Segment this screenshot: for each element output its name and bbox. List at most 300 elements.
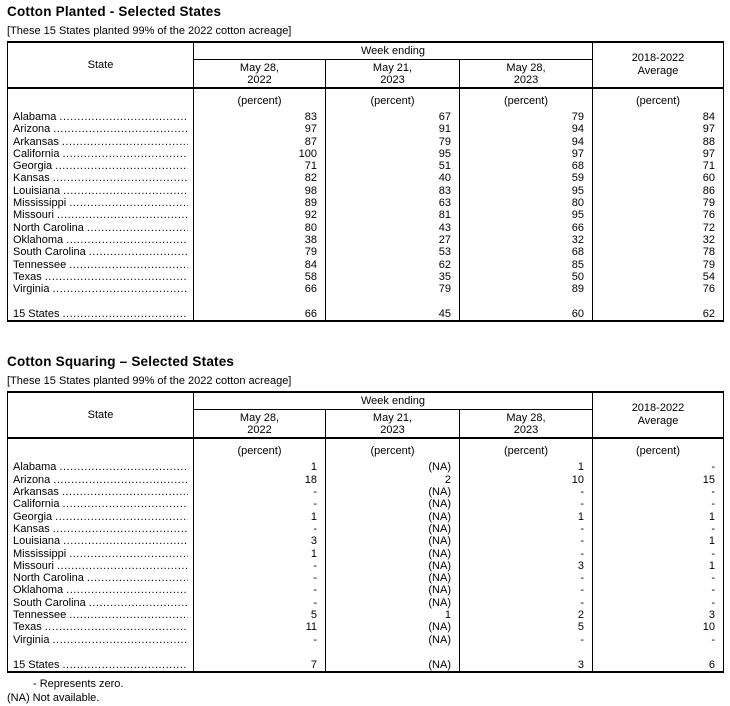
value-cell: - [194,634,326,646]
table-row [8,283,724,295]
value-cell: 60 [593,172,724,184]
dot-leader [62,148,188,160]
table-row [8,209,724,221]
value-cell: 83 [326,185,460,197]
date3-line1: May 28, [506,411,546,424]
average-line2: Average [637,65,679,77]
value-cell: 53 [326,246,460,258]
state-name: Alabama [13,461,57,474]
total-row [8,655,724,672]
value-cell: (NA) [326,461,460,473]
table-row [8,246,724,258]
state-name: 15 States [13,658,60,671]
dot-leader [62,136,188,148]
table-row [8,160,724,172]
table-note: [These 15 States planted 99% of the 2022 cotton acreage] [7,25,292,37]
state-wrap [8,246,193,258]
state-wrap [8,160,193,172]
state-wrap [8,486,193,498]
spacer-cell [593,646,724,655]
value-cell: 71 [194,160,326,172]
value-cell: - [593,461,724,473]
value-cell: 32 [593,234,724,246]
dot-leader [62,486,188,498]
state-cell [8,185,194,197]
state-name: Mississippi [13,197,67,210]
average-line2: Average [637,415,679,428]
state-wrap [8,560,193,572]
state-cell [8,136,194,148]
spacer-cell [194,295,326,304]
state-name: South Carolina [13,246,86,259]
value-cell: 92 [194,209,326,221]
spacer-cell [593,295,724,304]
average-column-header [593,42,724,88]
date1-line2: 2022 [247,423,272,436]
value-cell: 11 [194,621,326,633]
date2-line1: May 21, [372,411,413,424]
value-cell: 88 [593,136,724,148]
value-cell: 82 [194,172,326,184]
state-cell [8,474,194,486]
value-cell: - [460,535,593,547]
table-row [8,498,724,510]
state-name: Virginia [13,633,50,646]
value-cell: 18 [194,474,326,486]
dot-leader [66,584,188,596]
state-wrap [8,234,193,246]
value-cell: 38 [194,234,326,246]
state-cell [8,609,194,621]
value-cell: 1 [593,535,724,547]
state-name: California [13,498,60,511]
state-wrap [8,584,193,596]
state-wrap [8,498,193,510]
spacer-cell [8,646,194,655]
state-cell [8,283,194,295]
dot-leader [63,185,188,197]
state-name: Virginia [13,283,50,296]
table-row [8,572,724,584]
table-row [8,197,724,209]
table-row [8,535,724,547]
table-row [8,584,724,596]
value-cell: 100 [194,148,326,160]
state-column-header: State [8,392,194,438]
state-name: Arizona [13,123,51,136]
date3-line2: 2023 [513,73,539,86]
value-cell: - [194,560,326,572]
table-row [8,621,724,633]
dot-leader [57,560,188,572]
value-cell: (NA) [326,498,460,510]
date-column-header-3 [460,60,593,89]
table-row [8,234,724,246]
value-cell: 45 [326,304,460,321]
value-cell: 79 [460,111,593,123]
value-cell: (NA) [326,560,460,572]
value-cell: 79 [326,136,460,148]
unit-label: (percent) [460,438,593,461]
dot-leader [53,123,188,135]
state-cell [8,523,194,535]
value-cell: 95 [326,148,460,160]
value-cell: 1 [593,560,724,572]
state-name: Texas [13,270,42,283]
spacer-row [8,295,724,304]
table-row [8,560,724,572]
value-cell: 79 [593,259,724,271]
state-name: South Carolina [13,596,86,609]
date3-line2: 2023 [513,423,539,436]
value-cell: 97 [194,123,326,135]
date-column-header-1 [194,410,326,439]
dot-leader [53,474,188,486]
table-row [8,548,724,560]
state-name: Kansas [13,522,50,535]
value-cell: 43 [326,222,460,234]
state-wrap [8,597,193,609]
value-cell: - [460,498,593,510]
value-cell: 76 [593,209,724,221]
value-cell: 27 [326,234,460,246]
state-cell [8,304,194,321]
date2-line2: 2023 [380,423,405,436]
value-cell: 79 [194,246,326,258]
value-cell: - [460,634,593,646]
value-cell: (NA) [326,584,460,596]
spacer-cell [460,646,593,655]
value-cell: 94 [460,123,593,135]
state-wrap [8,283,193,295]
table-row [8,222,724,234]
value-cell: 10 [460,474,593,486]
value-cell: 50 [460,271,593,283]
state-name: Louisiana [13,184,61,197]
value-cell: (NA) [326,634,460,646]
value-cell: 86 [593,185,724,197]
dot-leader [59,461,188,473]
value-cell: 1 [460,461,593,473]
value-cell: (NA) [326,548,460,560]
value-cell: 78 [593,246,724,258]
value-cell: 95 [460,185,593,197]
week-ending-header: Week ending [194,392,593,410]
value-cell: 91 [326,123,460,135]
unit-label: (percent) [326,438,460,461]
state-name: Oklahoma [13,233,64,246]
value-cell: 84 [593,111,724,123]
value-cell: 3 [593,609,724,621]
dot-leader [45,621,188,633]
state-name: Missouri [13,559,54,572]
table-row [8,474,724,486]
state-wrap [8,185,193,197]
dot-leader [53,634,189,646]
table-row [8,136,724,148]
value-cell: 84 [194,259,326,271]
value-cell: - [460,548,593,560]
state-wrap [8,535,193,547]
unit-label: (percent) [593,438,724,461]
value-cell: - [593,498,724,510]
state-cell [8,486,194,498]
date2-line2: 2023 [380,73,405,86]
value-cell: 89 [460,283,593,295]
state-wrap [8,474,193,486]
value-cell: 85 [460,259,593,271]
value-cell: 3 [194,535,326,547]
table-note: [These 15 States planted 99% of the 2022 cotton acreage] [7,375,292,388]
value-cell: 63 [326,197,460,209]
value-cell: - [593,597,724,609]
state-name: Louisiana [13,535,61,548]
value-cell: 32 [460,234,593,246]
table-row [8,523,724,535]
date-column-header-3 [460,410,593,439]
date3-line1: May 28, [506,61,546,74]
state-name: Tennessee [13,258,67,271]
dot-leader [55,160,188,172]
value-cell: - [460,572,593,584]
dot-leader [89,246,188,258]
value-cell: (NA) [326,535,460,547]
state-name: Texas [13,621,42,634]
dot-leader [66,234,188,246]
cotton-planted-section [7,4,723,322]
value-cell: 68 [460,160,593,172]
state-column-header: State [8,42,194,88]
value-cell: 81 [326,209,460,221]
state-wrap [8,148,193,160]
value-cell: - [460,486,593,498]
value-cell: (NA) [326,597,460,609]
value-cell: 59 [460,172,593,184]
value-cell: (NA) [326,511,460,523]
dot-leader [53,172,188,184]
state-name: North Carolina [13,572,84,585]
state-cell [8,222,194,234]
state-cell [8,209,194,221]
value-cell: 58 [194,271,326,283]
value-cell: (NA) [326,655,460,672]
value-cell: 79 [593,197,724,209]
state-name: Kansas [13,172,50,185]
value-cell: 1 [194,548,326,560]
dot-leader [87,572,188,584]
state-cell [8,498,194,510]
value-cell: 97 [593,148,724,160]
table-row [8,511,724,523]
state-name: Tennessee [13,609,67,622]
value-cell: 97 [460,148,593,160]
state-cell [8,271,194,283]
value-cell: 40 [326,172,460,184]
value-cell: 1 [194,461,326,473]
spacer-cell [194,646,326,655]
value-cell: - [194,523,326,535]
unit-cell-empty [8,438,194,461]
dot-leader [89,597,188,609]
state-name: Georgia [13,160,53,173]
unit-label: (percent) [460,88,593,111]
value-cell: - [194,597,326,609]
state-wrap [8,308,193,320]
state-cell [8,234,194,246]
value-cell: 54 [593,271,724,283]
footnotes [7,677,723,706]
value-cell: 1 [460,511,593,523]
value-cell: - [593,523,724,535]
dot-leader [59,111,188,123]
value-cell: 80 [460,197,593,209]
value-cell: 62 [593,304,724,321]
cotton-squaring-section [7,354,723,705]
state-wrap [8,111,193,123]
dot-leader [62,308,188,320]
unit-label: (percent) [194,88,326,111]
state-cell [8,548,194,560]
value-cell: 2 [460,609,593,621]
value-cell: 3 [460,560,593,572]
state-cell [8,634,194,646]
spacer-cell [326,646,460,655]
value-cell: 66 [194,283,326,295]
state-wrap [8,548,193,560]
value-cell: 6 [593,655,724,672]
date-column-header-2 [326,60,460,89]
state-cell [8,461,194,473]
spacer-cell [8,295,194,304]
value-cell: 5 [460,621,593,633]
value-cell: 35 [326,271,460,283]
state-cell [8,655,194,672]
state-name: California [13,147,60,160]
state-cell [8,111,194,123]
state-wrap [8,609,193,621]
state-wrap [8,222,193,234]
state-wrap [8,209,193,221]
state-wrap [8,572,193,584]
state-cell [8,197,194,209]
average-line1: 2018-2022 [631,52,685,64]
state-name: Arkansas [13,135,59,148]
value-cell: 97 [593,123,724,135]
date1-line1: May 28, [239,411,280,424]
state-cell [8,172,194,184]
state-name: Arkansas [13,486,59,499]
value-cell: 67 [326,111,460,123]
state-cell [8,148,194,160]
dot-leader [87,222,188,234]
state-wrap [8,461,193,473]
table-row [8,185,724,197]
table-row [8,597,724,609]
value-cell: 94 [460,136,593,148]
state-cell [8,259,194,271]
value-cell: 7 [194,655,326,672]
dot-leader [53,283,189,295]
state-wrap [8,621,193,633]
value-cell: - [460,597,593,609]
state-cell [8,511,194,523]
state-wrap [8,659,193,671]
dot-leader [69,609,188,621]
table-row [8,609,724,621]
value-cell: 10 [593,621,724,633]
value-cell: 79 [326,283,460,295]
value-cell: 89 [194,197,326,209]
value-cell: (NA) [326,486,460,498]
value-cell: 80 [194,222,326,234]
spacer-row [8,646,724,655]
state-wrap [8,259,193,271]
value-cell: 15 [593,474,724,486]
table-row [8,486,724,498]
date-column-header-2 [326,410,460,439]
value-cell: - [593,572,724,584]
dot-leader [69,259,188,271]
cotton-squaring-table [7,391,724,672]
value-cell: 62 [326,259,460,271]
value-cell: 66 [460,222,593,234]
state-wrap [8,523,193,535]
unit-label: (percent) [194,438,326,461]
table-row [8,172,724,184]
value-cell: - [593,584,724,596]
state-name: Georgia [13,510,53,523]
value-cell: 98 [194,185,326,197]
value-cell: 2 [326,474,460,486]
value-cell: (NA) [326,621,460,633]
value-cell: 68 [460,246,593,258]
state-name: Arizona [13,473,51,486]
table-row [8,111,724,123]
value-cell: (NA) [326,523,460,535]
spacer-cell [460,295,593,304]
state-wrap [8,123,193,135]
state-wrap [8,634,193,646]
table-row [8,259,724,271]
value-cell: 1 [194,511,326,523]
state-wrap [8,197,193,209]
state-wrap [8,172,193,184]
state-cell [8,160,194,172]
value-cell: - [593,634,724,646]
state-name: Oklahoma [13,584,64,597]
state-cell [8,246,194,258]
state-name: North Carolina [13,221,84,234]
average-column-header [593,392,724,438]
state-name: Missouri [13,209,54,222]
table-title: Cotton Squaring – Selected States [7,354,235,370]
state-cell [8,584,194,596]
table-row [8,148,724,160]
total-row [8,304,724,321]
value-cell: 1 [593,511,724,523]
table-title: Cotton Planted - Selected States [7,4,222,19]
unit-label: (percent) [326,88,460,111]
state-cell [8,535,194,547]
state-cell [8,572,194,584]
state-cell [8,597,194,609]
unit-label: (percent) [593,88,724,111]
value-cell: - [194,584,326,596]
date2-line1: May 21, [372,61,413,74]
date-column-header-1 [194,60,326,89]
value-cell: - [460,523,593,535]
table-row [8,271,724,283]
